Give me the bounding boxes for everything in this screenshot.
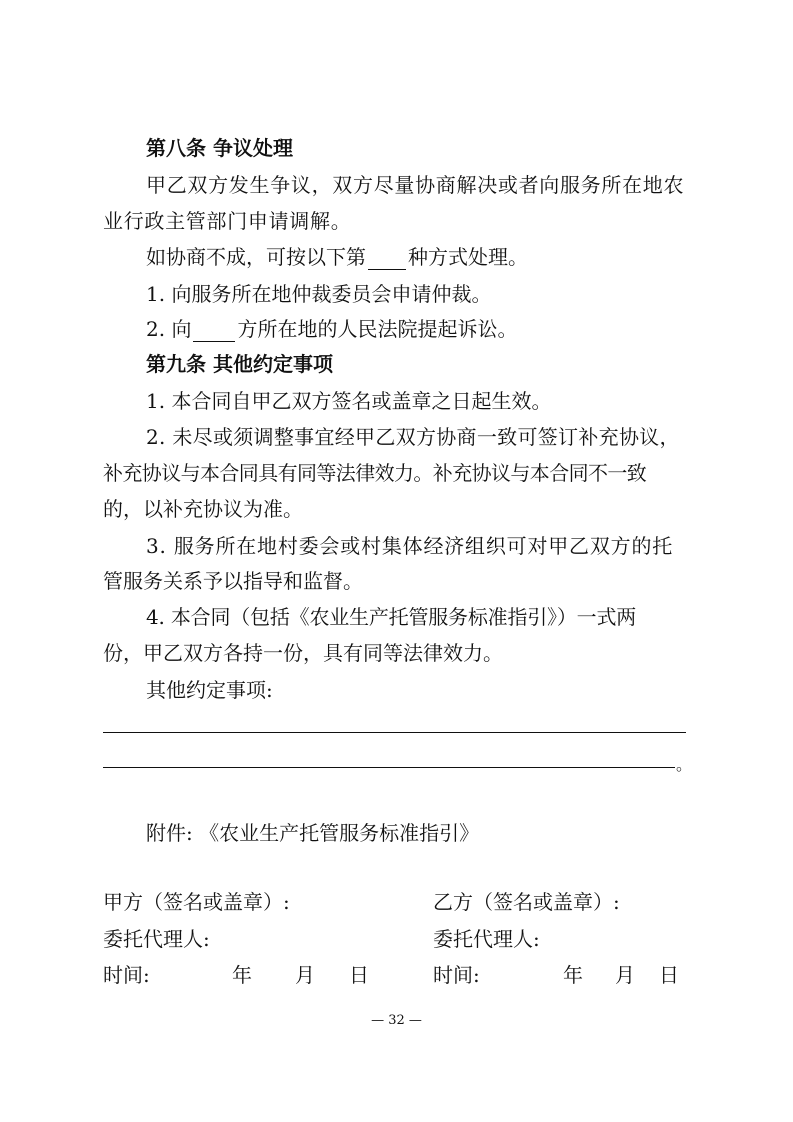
party-a-signature: 甲方（签名或盖章）: <box>103 890 290 914</box>
article-9-item-2-line-1: 2. 未尽或须调整事宜经甲乙双方协商一致可签订补充协议， <box>146 425 680 449</box>
party-b-time-label: 时间: <box>433 963 480 987</box>
other-matters-line-1[interactable] <box>103 732 686 733</box>
party-b-month: 月 <box>615 963 635 987</box>
article-9-item-1: 1. 本合同自甲乙双方签名或盖章之日起生效。 <box>146 389 552 413</box>
article-9-item-4-line-2: 份，甲乙双方各持一份，具有同等法律效力。 <box>103 641 503 665</box>
party-b-year: 年 <box>563 963 583 987</box>
end-period: 。 <box>676 755 693 774</box>
choice-blank[interactable] <box>368 247 406 270</box>
party-a-day: 日 <box>349 963 369 987</box>
article-9-item-2-line-3: 的，以补充协议为准。 <box>103 497 303 521</box>
article-9-item-3-line-2: 管服务关系予以指导和监督。 <box>103 569 363 593</box>
party-b-agent: 委托代理人: <box>433 927 540 951</box>
party-b-day: 日 <box>659 963 679 987</box>
attachment-line: 附件: 《农业生产托管服务标准指引》 <box>146 821 480 845</box>
choice-text-after: 种方式处理。 <box>408 245 528 269</box>
option-2-text-after: 方所在地的人民法院提起诉讼。 <box>237 317 518 341</box>
article-8-title: 第八条 争议处理 <box>146 136 293 160</box>
option-1-arbitration: 1. 向服务所在地仲裁委员会申请仲裁。 <box>146 282 492 306</box>
article-9-item-2-line-2: 补充协议与本合同具有同等法律效力。补充协议与本合同不一致 <box>103 461 647 485</box>
party-blank[interactable] <box>193 319 235 342</box>
party-a-time-label: 时间: <box>103 963 150 987</box>
choice-text-before: 如协商不成，可按以下第 <box>146 245 366 269</box>
page-number: — 32 — <box>371 1013 422 1028</box>
article-8-paragraph-line-2: 业行政主管部门申请调解。 <box>103 209 352 233</box>
article-9-item-3-line-1: 3. 服务所在地村委会或村集体经济组织可对甲乙双方的托 <box>146 534 674 558</box>
article-8-paragraph-line-1: 甲乙双方发生争议，双方尽量协商解决或者向服务所在地农 <box>146 173 685 197</box>
option-2-litigation <box>146 314 517 344</box>
other-matters-label: 其他约定事项: <box>146 678 273 702</box>
party-a-agent: 委托代理人: <box>103 927 210 951</box>
other-matters-line-2[interactable] <box>103 767 675 768</box>
article-9-item-4-line-1: 4. 本合同（包括《农业生产托管服务标准指引》）一式两 <box>146 605 637 629</box>
party-a-month: 月 <box>295 963 315 987</box>
party-a-year: 年 <box>232 963 252 987</box>
party-b-signature: 乙方（签名或盖章）: <box>433 890 620 914</box>
article-8-choice-line <box>146 242 528 272</box>
option-2-text-before: 2. 向 <box>146 317 192 341</box>
article-9-title: 第九条 其他约定事项 <box>146 352 333 376</box>
